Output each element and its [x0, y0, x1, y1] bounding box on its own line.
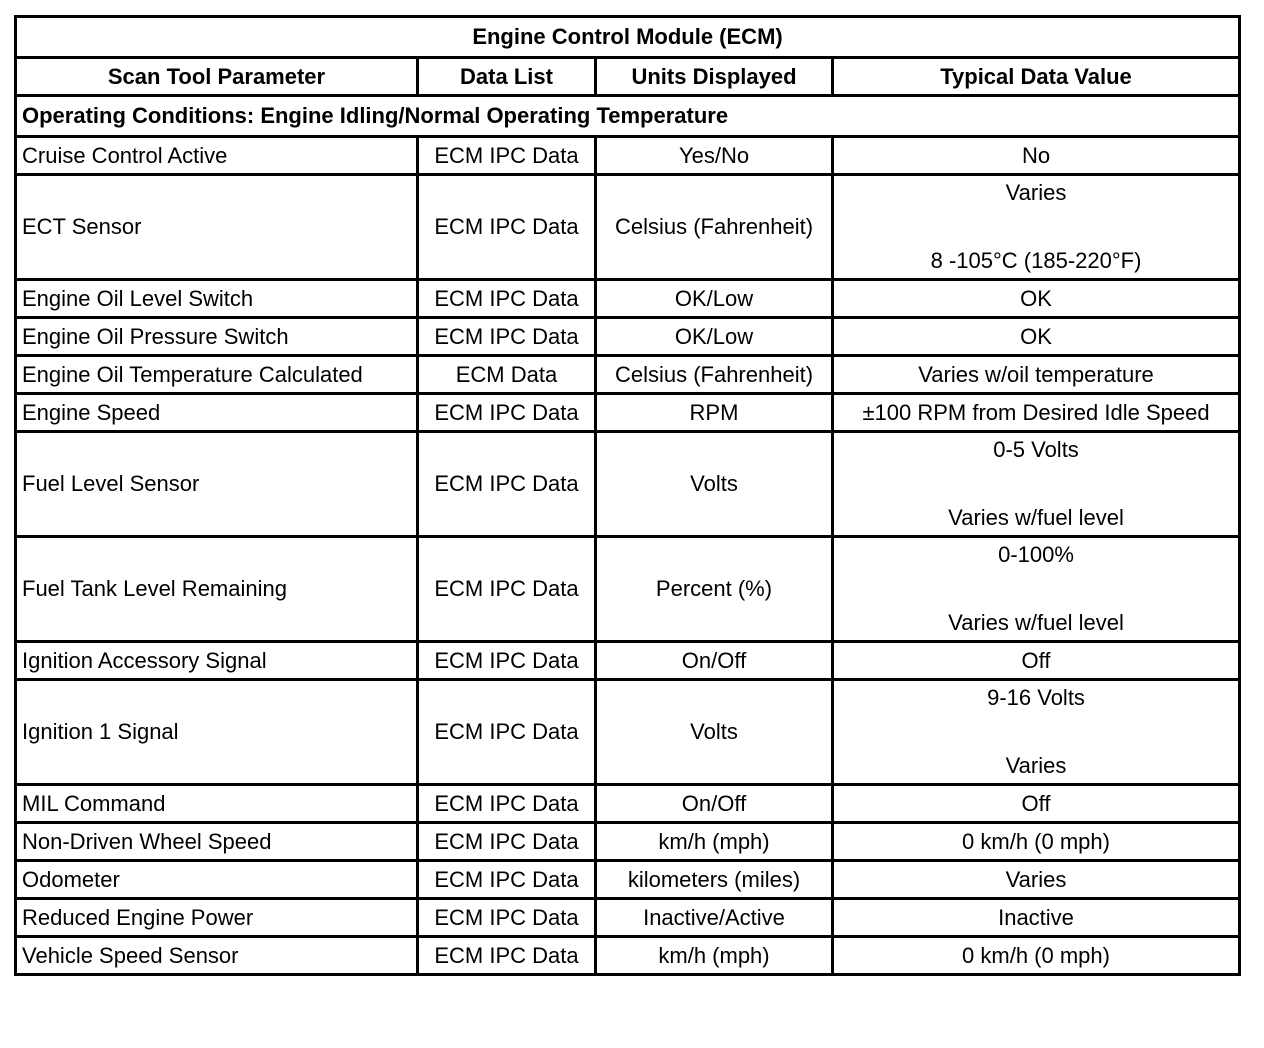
header-units-displayed: Units Displayed	[596, 58, 833, 96]
data-list-cell: ECM IPC Data	[418, 537, 596, 642]
data-list-cell: ECM Data	[418, 356, 596, 394]
typical-value-primary: Varies	[1005, 180, 1067, 205]
table-row	[16, 537, 1240, 642]
typical-value-cell: ±100 RPM from Desired Idle Speed	[833, 394, 1240, 432]
value-spacer	[839, 715, 1233, 749]
header-scan-tool-parameter: Scan Tool Parameter	[16, 58, 418, 96]
parameter-cell: Vehicle Speed Sensor	[16, 937, 418, 975]
units-cell: Celsius (Fahrenheit)	[596, 175, 833, 280]
units-cell: On/Off	[596, 642, 833, 680]
data-list-cell: ECM IPC Data	[418, 432, 596, 537]
data-list-cell: ECM IPC Data	[418, 823, 596, 861]
typical-value-cell: No	[833, 137, 1240, 175]
typical-value-cell: OK	[833, 280, 1240, 318]
table-row	[16, 937, 1240, 975]
parameter-cell: Engine Oil Level Switch	[16, 280, 418, 318]
units-cell: Inactive/Active	[596, 899, 833, 937]
typical-value-cell: Inactive	[833, 899, 1240, 937]
units-cell: Yes/No	[596, 137, 833, 175]
table-row	[16, 356, 1240, 394]
units-cell: km/h (mph)	[596, 937, 833, 975]
table-body	[16, 17, 1240, 975]
typical-value-primary: 9-16 Volts	[987, 685, 1085, 710]
data-list-cell: ECM IPC Data	[418, 861, 596, 899]
parameter-cell: Cruise Control Active	[16, 137, 418, 175]
typical-value-cell	[833, 175, 1240, 280]
value-spacer	[839, 467, 1233, 501]
typical-value-primary: 0-5 Volts	[993, 437, 1079, 462]
data-list-cell: ECM IPC Data	[418, 318, 596, 356]
typical-value-secondary: Varies	[1005, 753, 1067, 778]
parameter-cell: MIL Command	[16, 785, 418, 823]
parameter-cell: Ignition Accessory Signal	[16, 642, 418, 680]
table-row	[16, 432, 1240, 537]
data-list-cell: ECM IPC Data	[418, 785, 596, 823]
units-cell: RPM	[596, 394, 833, 432]
data-list-cell: ECM IPC Data	[418, 137, 596, 175]
header-data-list: Data List	[418, 58, 596, 96]
table-row	[16, 280, 1240, 318]
units-cell: kilometers (miles)	[596, 861, 833, 899]
operating-conditions: Operating Conditions: Engine Idling/Normal Operating Temperature	[16, 96, 1240, 137]
units-cell: km/h (mph)	[596, 823, 833, 861]
parameter-cell: Odometer	[16, 861, 418, 899]
parameter-cell: Fuel Tank Level Remaining	[16, 537, 418, 642]
typical-value-cell: 0 km/h (0 mph)	[833, 937, 1240, 975]
typical-value-cell	[833, 680, 1240, 785]
typical-value-cell: 0 km/h (0 mph)	[833, 823, 1240, 861]
parameter-cell: Ignition 1 Signal	[16, 680, 418, 785]
data-list-cell: ECM IPC Data	[418, 680, 596, 785]
typical-value-cell: Off	[833, 785, 1240, 823]
data-list-cell: ECM IPC Data	[418, 280, 596, 318]
header-typical-data-value: Typical Data Value	[833, 58, 1240, 96]
table-row	[16, 823, 1240, 861]
data-list-cell: ECM IPC Data	[418, 175, 596, 280]
table-row	[16, 394, 1240, 432]
parameter-cell: Engine Oil Temperature Calculated	[16, 356, 418, 394]
typical-value-primary: 0-100%	[998, 542, 1074, 567]
units-cell: OK/Low	[596, 318, 833, 356]
table-row	[16, 899, 1240, 937]
parameter-cell: ECT Sensor	[16, 175, 418, 280]
units-cell: OK/Low	[596, 280, 833, 318]
data-list-cell: ECM IPC Data	[418, 899, 596, 937]
data-list-cell: ECM IPC Data	[418, 642, 596, 680]
table-title: Engine Control Module (ECM)	[16, 17, 1240, 58]
parameter-cell: Engine Speed	[16, 394, 418, 432]
units-cell: Volts	[596, 680, 833, 785]
table-row	[16, 137, 1240, 175]
table-row	[16, 175, 1240, 280]
data-list-cell: ECM IPC Data	[418, 937, 596, 975]
units-cell: Percent (%)	[596, 537, 833, 642]
typical-value-cell: Varies	[833, 861, 1240, 899]
units-cell: On/Off	[596, 785, 833, 823]
header-row	[16, 58, 1240, 96]
typical-value-cell	[833, 432, 1240, 537]
parameter-cell: Engine Oil Pressure Switch	[16, 318, 418, 356]
units-cell: Volts	[596, 432, 833, 537]
value-spacer	[839, 210, 1233, 244]
typical-value-secondary: Varies w/fuel level	[948, 505, 1124, 530]
data-list-cell: ECM IPC Data	[418, 394, 596, 432]
table-row	[16, 785, 1240, 823]
parameter-cell: Non-Driven Wheel Speed	[16, 823, 418, 861]
typical-value-secondary: Varies w/fuel level	[948, 610, 1124, 635]
typical-value-cell: Off	[833, 642, 1240, 680]
units-cell: Celsius (Fahrenheit)	[596, 356, 833, 394]
value-spacer	[839, 572, 1233, 606]
table-row	[16, 642, 1240, 680]
table-row	[16, 680, 1240, 785]
table-row	[16, 318, 1240, 356]
ecm-data-table	[14, 15, 1241, 976]
typical-value-cell: Varies w/oil temperature	[833, 356, 1240, 394]
typical-value-cell	[833, 537, 1240, 642]
parameter-cell: Reduced Engine Power	[16, 899, 418, 937]
typical-value-cell: OK	[833, 318, 1240, 356]
table-row	[16, 861, 1240, 899]
typical-value-secondary: 8 -105°C (185-220°F)	[930, 248, 1142, 273]
parameter-cell: Fuel Level Sensor	[16, 432, 418, 537]
